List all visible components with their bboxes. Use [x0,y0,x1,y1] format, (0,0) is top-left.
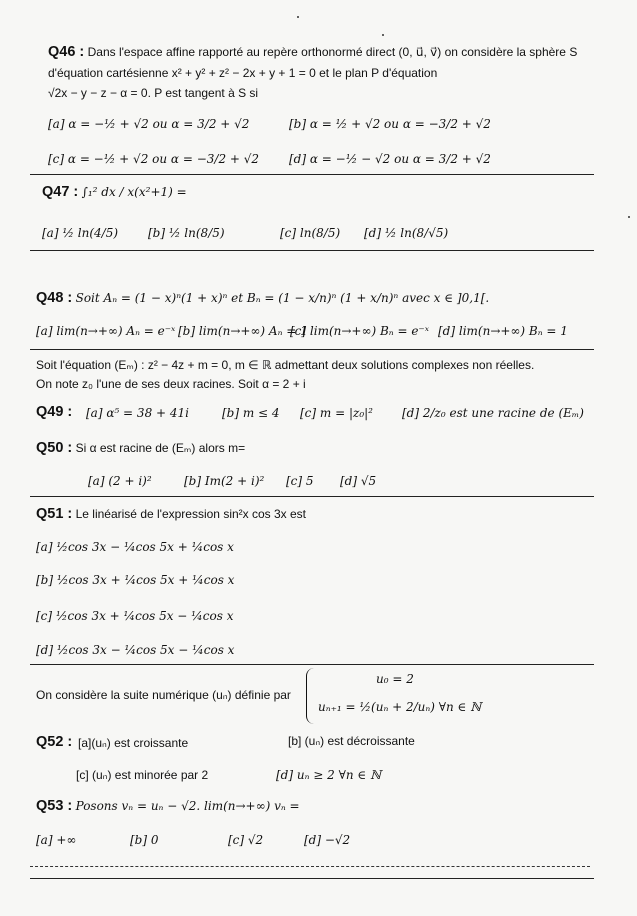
q50-choice-c: [c] 5 [286,474,314,488]
q50-label: Q50 : [36,440,73,456]
suite-text: On considère la suite numérique (uₙ) définie par [36,688,291,702]
q46-label: Q46 : [48,44,85,60]
q53-choice-a: [a] +∞ [36,833,77,847]
suite-line2: uₙ₊₁ = ½(uₙ + 2/uₙ) ∀n ∈ ℕ [318,700,482,714]
scan-speck [297,16,299,18]
scan-speck [628,216,630,218]
q48-label: Q48 : [36,290,73,306]
q48-choice-d: [d] lim(n→+∞) Bₙ = 1 [438,324,568,338]
q53-choice-d: [d] −√2 [304,833,351,847]
q46-line3: √2x − y − z − α = 0. P est tangent à S si [48,86,259,100]
q52-choice-a: [a](uₙ) est croissante [78,736,189,750]
q51-choice-d: [d] ½cos 3x − ¼cos 5x − ¼cos x [36,643,235,657]
q51-choice-a: [a] ½cos 3x − ¼cos 5x + ¼cos x [36,540,234,554]
q50-choice-b: [b] Im(2 + i)² [184,474,265,488]
q48-question [36,290,489,306]
q53-text: Posons vₙ = uₙ − √2. lim(n→+∞) vₙ = [75,799,300,813]
q47-choice-c: [c] ln(8/5) [280,226,341,240]
divider [30,496,594,497]
q52-choice-c: [c] (uₙ) est minorée par 2 [76,768,209,782]
q47-choice-a: [a] ½ ln(4/5) [42,226,119,240]
q51-label: Q51 : [36,506,73,522]
q48-choice-c: [c] lim(n→+∞) Bₙ = e⁻ˣ [290,324,430,338]
divider [30,664,594,665]
divider [30,878,594,879]
q46-line1: Dans l'espace affine rapporté au repère orthonormé direct (0, u⃗, v⃗) on considère la sphère S [87,45,578,59]
q49-label: Q49 : [36,404,73,420]
q53-question [36,798,300,814]
q47-question [42,184,187,200]
q51-choice-b: [b] ½cos 3x + ¼cos 5x + ¼cos x [36,573,235,587]
q53-choice-c: [c] √2 [228,833,264,847]
q49-choice-a: [a] α⁵ = 38 + 41i [86,406,189,420]
q50-question [36,440,245,456]
q46-choice-d: [d] α = −½ − √2 ou α = 3/2 + √2 [289,152,491,166]
q48-choice-a: [a] lim(n→+∞) Aₙ = e⁻ˣ [36,324,176,338]
brace [306,668,317,724]
q51-question [36,506,306,522]
q50-choice-a: [a] (2 + i)² [88,474,152,488]
q48-text: Soit Aₙ = (1 − x)ⁿ(1 + x)ⁿ et Bₙ = (1 − x/n)ⁿ (1 + x/n)ⁿ avec x ∈ ]0,1[. [75,291,490,305]
q47-label: Q47 : [42,184,79,200]
q53-label: Q53 : [36,798,73,814]
q46-choice-b: [b] α = ½ + √2 ou α = −3/2 + √2 [289,117,491,131]
q49-choice-c: [c] m = |z₀|² [300,406,373,420]
q46-question [48,44,577,60]
q51-text: Le linéarisé de l'expression sin²x cos 3x est [75,507,307,521]
q46-choice-a: [a] α = −½ + √2 ou α = 3/2 + √2 [48,117,250,131]
q49-choice-d: [d] 2/z₀ est une racine de (Eₘ) [402,406,584,420]
q49-choice-b: [b] m ≤ 4 [222,406,280,420]
divider [30,250,594,251]
q51-choice-c: [c] ½cos 3x + ¼cos 5x − ¼cos x [36,609,234,623]
divider [30,349,594,350]
q46-choice-c: [c] α = −½ + √2 ou α = −3/2 + √2 [48,152,260,166]
q47-choice-d: [d] ½ ln(8/√5) [364,226,449,240]
q50-text: Si α est racine de (Eₘ) alors m= [75,441,246,455]
q47-text: ∫₁² dx / x(x²+1) = [81,185,187,199]
em-intro-line1: Soit l'équation (Eₘ) : z² − 4z + m = 0, m ∈ ℝ admettant deux solutions complexes non réelles. [36,358,535,372]
q53-choice-b: [b] 0 [130,833,159,847]
q46-line2: d'équation cartésienne x² + y² + z² − 2x + y + 1 = 0 et le plan P d'équation [48,66,438,80]
q48-choice-b: [b] lim(n→+∞) Aₙ = 1 [178,324,308,338]
q47-choice-b: [b] ½ ln(8/5) [148,226,225,240]
q52-choice-b: [b] (uₙ) est décroissante [288,734,415,748]
suite-line1: u₀ = 2 [376,672,414,686]
q50-choice-d: [d] √5 [340,474,377,488]
em-intro-line2: On note z₀ l'une de ses deux racines. Soit α = 2 + i [36,377,306,391]
q52-label: Q52 : [36,734,73,750]
divider [30,174,594,175]
scan-speck [382,34,384,36]
q52-choice-d: [d] uₙ ≥ 2 ∀n ∈ ℕ [276,768,382,782]
dashed-divider [30,866,590,867]
